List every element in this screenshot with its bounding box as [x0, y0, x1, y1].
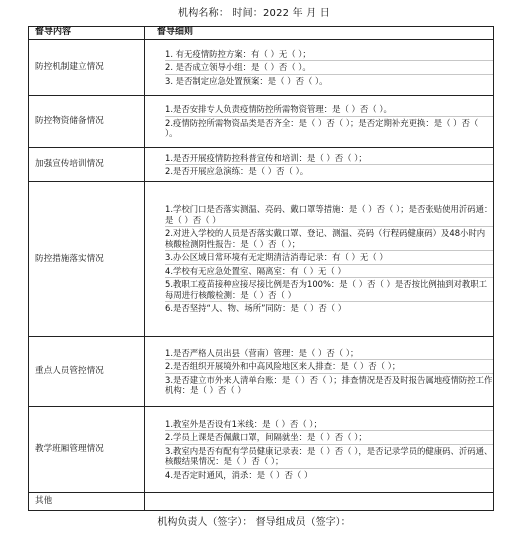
- detail-line: 3.教室内是否有配有学员健康记录表：是（ ）否（ ），是否记录学员的健康码、沂码通、核酸结果情况：是（ ）否（ ）；: [165, 445, 493, 469]
- detail-line: 2.学员上课是否佩戴口罩，间隔就坐：是（ ）否（ ）；: [165, 431, 493, 445]
- row-category-label: 防控机制建立情况: [29, 40, 145, 96]
- form-header: 机构名称： 时间：2022 年 月 日: [178, 8, 330, 19]
- detail-line: 2.是否组织开展境外和中高风险地区来人排查：是（ ）否（ ）；: [165, 360, 493, 374]
- detail-line: 2.疫情防控所需物资品类是否齐全：是（ ）否（ ）；是否定期补充更换：是（ ）否（ ）。: [165, 117, 479, 139]
- column-header-detail: 督导细则: [145, 27, 494, 40]
- detail-line: 3.办公区域日常环境有无定期清洁消毒记录：有（ ）无（ ）: [165, 251, 493, 265]
- row-category-label: 防控物资储备情况: [29, 96, 145, 148]
- row-detail-cell: [145, 148, 494, 182]
- table-row: [29, 96, 494, 148]
- detail-line: 2.是否开展应急演练：是（ ）否（ ）。: [165, 166, 309, 176]
- table-header-row: [29, 27, 494, 40]
- detail-line: 1.是否安排专人负责疫情防控所需物资管理：是（ ）否（ ）。: [165, 103, 493, 117]
- row-detail-cell: [145, 407, 494, 493]
- detail-line: 6.是否坚持“人、物、场所”同防：是（ ）否（ ）: [165, 303, 347, 314]
- supervision-table: [28, 26, 494, 511]
- table-row: [29, 182, 494, 337]
- detail-line: 3.是否建立市外来人清单台账：是（ ）否（ ）；排查情况是否及时报告属地疫情防控工作机构：是（ ）否（ ）: [165, 374, 493, 395]
- detail-line: 2. 是否成立领导小组：是（ ）否（ ）。: [165, 61, 493, 75]
- row-detail-cell: [145, 182, 494, 337]
- form-footer: 机构负责人（签字）： 督导组成员（签字）：: [157, 517, 351, 528]
- table-row: [29, 407, 494, 493]
- row-detail-cell: [145, 96, 494, 148]
- column-header-category: 督导内容: [29, 27, 145, 40]
- table-row: [29, 493, 494, 511]
- detail-line: 1.教室外是否设有1米线：是（ ）否（ ）；: [165, 418, 493, 432]
- row-detail-cell: [145, 40, 494, 96]
- table-row: [29, 337, 494, 407]
- detail-line: 1.学校门口是否落实测温、亮码、戴口罩等措施：是（ ）否（ ）；是否张贴使用沂码通：是（ ）否（ ）: [165, 203, 493, 227]
- detail-line: 2.对进入学校的人员是否落实戴口罩、登记、测温、亮码（行程码健康码）及48小时内核酸检测阴性报告：是（ ）否（ ）；: [165, 227, 493, 251]
- row-detail-cell: [145, 493, 494, 511]
- detail-line: 5.教职工疫苗接种应接尽接比例是否为100%：是（ ）否（ ）是否按比例抽到对教职工每周进行核酸检测：是（ ）否（ ）: [165, 278, 493, 302]
- detail-line: 4.是否定时通风，消杀：是（ ）否（ ）: [165, 469, 313, 480]
- detail-line: 1. 有无疫情防控方案：有（ ）无（ ）；: [165, 48, 493, 62]
- row-category-label: 其他: [29, 493, 145, 511]
- row-category-label: 加强宣传培训情况: [29, 148, 145, 182]
- detail-line: [165, 501, 493, 503]
- detail-line: 4.学校有无应急处置室、隔离室：有（ ）无（ ）: [165, 265, 493, 279]
- row-category-label: 重点人员管控情况: [29, 337, 145, 407]
- detail-line: 1.是否开展疫情防控科普宣传和培训：是（ ）否（ ）；: [165, 152, 493, 166]
- row-detail-cell: [145, 337, 494, 407]
- row-category-label: 教学班厢管理情况: [29, 407, 145, 493]
- table-row: [29, 40, 494, 96]
- detail-line: 1.是否严格人员出县（营南）管理：是（ ）否（ ）；: [165, 347, 493, 361]
- detail-line: 3. 是否制定应急处置预案：是（ ）否（ ）。: [165, 75, 328, 86]
- row-category-label: 防控措施落实情况: [29, 182, 145, 337]
- table-row: [29, 148, 494, 182]
